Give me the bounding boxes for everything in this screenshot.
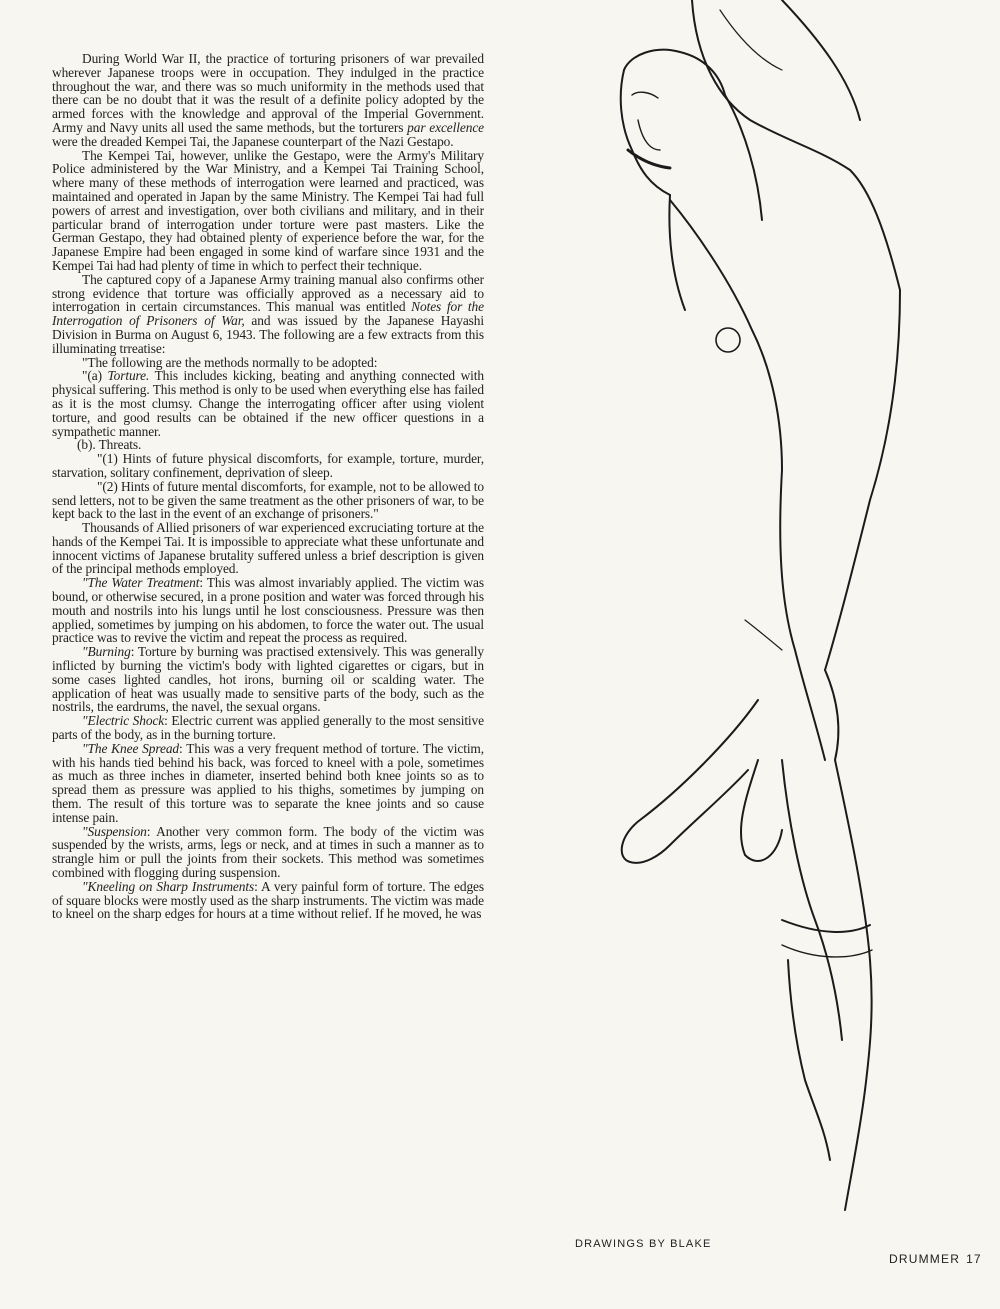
method-kneeling: "Kneeling on Sharp Instruments: A very painful form of torture. The edges of square blocks were mostly used as the sharp instruments. The victim was made to kneel on the sharp edges for hours at a time without relief. If he moved, he was	[52, 878, 484, 922]
page-number: 17	[966, 1252, 982, 1266]
magazine-name: DRUMMER	[889, 1252, 961, 1266]
method-suspension: "Suspension: Another very common form. The body of the victim was suspended by the wrists, arms, legs or neck, and at times in such a manner as to strangle him or pull the joints from their sockets. This method was sometimes combined with flogging during suspension.	[52, 823, 484, 881]
figure-drawing	[520, 0, 1000, 1240]
method-electric-shock: "Electric Shock: Electric current was applied generally to the most sensitive parts of the body, as in the burning torture.	[52, 713, 484, 743]
paragraph: During World War II, the practice of torturing prisoners of war prevailed wherever Japanese troops were in occupation. They indulged in the practice throughout the war, and there was so much uniformity in the methods used that there can be no doubt that it was the result of a definite policy adopted by the armed forces with the knowledge and approval of the Imperial Government. Army and Navy units all used the same methods, but the torturers par excellence were the dreaded Kempei Tai, the Japanese counterpart of the Nazi Gestapo.	[52, 51, 485, 149]
quote-intro: "The following are the methods normally to be adopted:	[82, 354, 378, 370]
article-body	[52, 52, 484, 921]
page-footer	[889, 1252, 982, 1266]
method-knee-spread: "The Knee Spread: This was a very frequent method of torture. The victim, with his hands tied behind his back, was forced to kneel with a pole, sometimes as much as three inches in diameter, inserted behind both knee joints so as to spread them as pressure was applied to his thighs, sometimes by jumping on them. The result of this torture was to separate the knee joints and so cause intense pain.	[52, 740, 484, 825]
quote-item-b2: "(2) Hints of future mental discomforts, for example, not to be allowed to send letters, not to be given the same treatment as the other prisoners of war, to be kept back to the last in the event of an exchange of prisoners."	[52, 478, 484, 522]
method-water-treatment: "The Water Treatment: This was almost invariably applied. The victim was bound, or otherwise secured, in a prone position and water was forced through his mouth and nostrils into his lungs until he lost consciousness. Pressure was then applied, sometimes by jumping on his abdomen, to force the water out. The usual practice was to revive the victim and repeat the process as required.	[52, 575, 484, 646]
paragraph: The captured copy of a Japanese Army training manual also confirms other strong evidence that torture was officially approved as a necessary aid to interrogation in certain circumstances. This manual was entitled Notes for the Interrogation of Prisoners of War, and was issued by the Japanese Hayashi Division in Burma on August 6, 1943. The following are a few extracts from this illuminating trreatise:	[52, 271, 484, 356]
paragraph: Thousands of Allied prisoners of war experienced excruciating torture at the hands of the Kempei Tai. It is impossible to appreciate what these unfortunate and innocent victims of Japanese brutality suffered unless a brief description is given of the principal methods employed.	[52, 520, 484, 577]
method-burning: "Burning: Torture by burning was practised extensively. This was generally inflicted by burning the victim's body with lighted cigarettes or cigars, but in some cases lighted candles, hot irons, burning oil or scalding water. The application of heat was usually made to sensitive parts of the body, such as the nostrils, the eardrums, the navel, the sexual organs.	[52, 644, 484, 715]
paragraph: The Kempei Tai, however, unlike the Gestapo, were the Army's Military Police administered by the War Ministry, and a Kempei Tai Training School, where many of these methods of interrogation were learned and practiced, was maintained and operated in Japan by the same Ministry. The Kempei Tai had full powers of arrest and investigation, over both civilians and military, and in their particular brand of interrogation under torture were past masters. Like the German Gestapo, they had obtained plenty of experience before the war, for the Japanese Empire had been engaged in some kind of warfare since 1931 and the Kempei Tai had had plenty of time in which to perfect their technique.	[52, 147, 484, 273]
drawing-credit: DRAWINGS BY BLAKE	[575, 1238, 712, 1250]
quote-item-a: "(a) Torture. This includes kicking, beating and anything connected with physical suffering. This method is only to be used when everything else has failed as it is the most clumsy. Change the interrogating officer after using violent torture, and good results can be obtained if the new officer questions in a sympathetic manner.	[52, 368, 484, 439]
quote-item-b: (b). Threats.	[77, 437, 142, 453]
quote-item-b1: "(1) Hints of future physical discomforts, for example, torture, murder, starvation, solitary confinement, deprivation of sleep.	[52, 451, 484, 480]
illustration	[520, 0, 1000, 1240]
